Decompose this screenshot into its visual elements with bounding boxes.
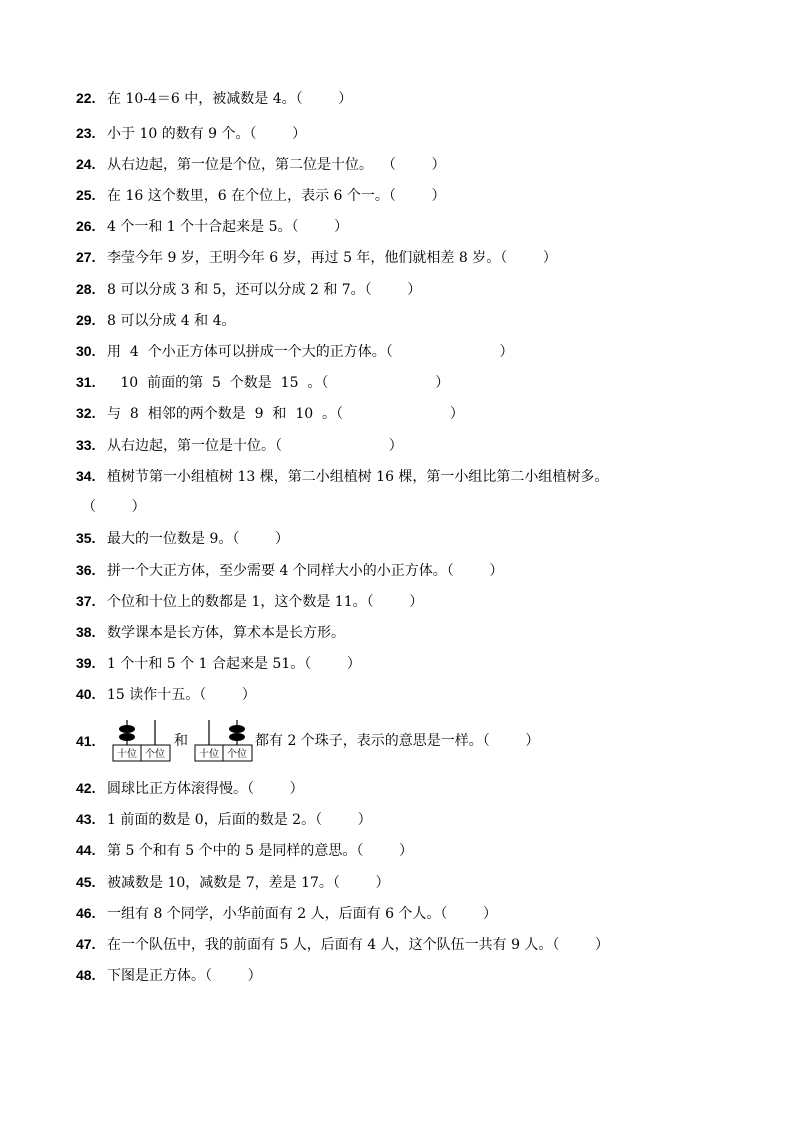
and-word: 和	[174, 733, 188, 749]
abacus-ones-label: 个位	[227, 749, 247, 760]
abacus-tens-label: 十位	[117, 749, 137, 760]
question-31: 31. 10 前面的第 5 个数是 15 。（ ）	[76, 374, 450, 391]
question-24: 24. 从右边起，第一位是个位，第二位是十位。 （ ）	[76, 156, 446, 173]
question-28: 28. 8 可以分成 3 和 5，还可以分成 2 和 7。（ ）	[76, 281, 422, 298]
abacus-tens-label: 十位	[199, 749, 219, 760]
question-22: 22. 在 10-4＝6 中，被减数是 4。（ ）	[76, 90, 353, 107]
abacus-ones-bead-picture	[194, 719, 254, 763]
question-36: 36. 拼一个大正方体，至少需要 4 个同样大小的小正方体。（ ）	[76, 562, 504, 579]
question-48: 48. 下图是正方体。（ ）	[76, 967, 262, 984]
question-45: 45. 被减数是 10，减数是 7，差是 17。（ ）	[76, 874, 390, 891]
question-25: 25. 在 16 这个数里，6 在个位上，表示 6 个一。（ ）	[76, 187, 446, 204]
question-26: 26. 4 个一和 1 个十合起来是 5。（ ）	[76, 218, 349, 235]
question-40: 40. 15 读作十五。（ ）	[76, 686, 256, 703]
abacus-ones-label: 个位	[145, 749, 165, 760]
question-34-answer-blank: （ ）	[82, 499, 146, 515]
question-41-text: 都有 2 个珠子，表示的意思是一样。（ ）	[255, 733, 540, 749]
question-44: 44. 第 5 个和有 5 个中的 5 是同样的意思。（ ）	[76, 842, 414, 859]
question-34: 34. 植树节第一小组植树 13 棵，第二小组植树 16 棵，第一小组比第二小组植树多。	[76, 468, 609, 485]
question-41-number: 41.	[76, 733, 96, 749]
question-46: 46. 一组有 8 个同学，小华前面有 2 人，后面有 6 个人。（ ）	[76, 905, 498, 922]
question-32: 32. 与 8 相邻的两个数是 9 和 10 。（ ）	[76, 405, 464, 422]
question-35: 35. 最大的一位数是 9。（ ）	[76, 530, 289, 547]
question-42: 42. 圆球比正方体滚得慢。（ ）	[76, 780, 304, 797]
question-37: 37. 个位和十位上的数都是 1，这个数是 11。（ ）	[76, 593, 424, 610]
question-38: 38. 数学课本是长方体，算术本是长方形。	[76, 624, 345, 641]
question-30: 30. 用 4 个小正方体可以拼成一个大的正方体。（ ）	[76, 343, 514, 360]
abacus-tens-bead-picture	[112, 719, 172, 763]
question-27: 27. 李莹今年 9 岁，王明今年 6 岁，再过 5 年，他们就相差 8 岁。（ ）	[76, 249, 557, 266]
question-33: 33. 从右边起，第一位是十位。（ ）	[76, 437, 403, 454]
question-23: 23. 小于 10 的数有 9 个。（ ）	[76, 125, 307, 142]
question-43: 43. 1 前面的数是 0，后面的数是 2。（ ）	[76, 811, 372, 828]
question-29: 29. 8 可以分成 4 和 4。	[76, 312, 236, 329]
question-39: 39. 1 个十和 5 个 1 合起来是 51。（ ）	[76, 655, 361, 672]
question-47: 47. 在一个队伍中，我的前面有 5 人，后面有 4 人，这个队伍一共有 9 人。（ ）	[76, 936, 610, 953]
